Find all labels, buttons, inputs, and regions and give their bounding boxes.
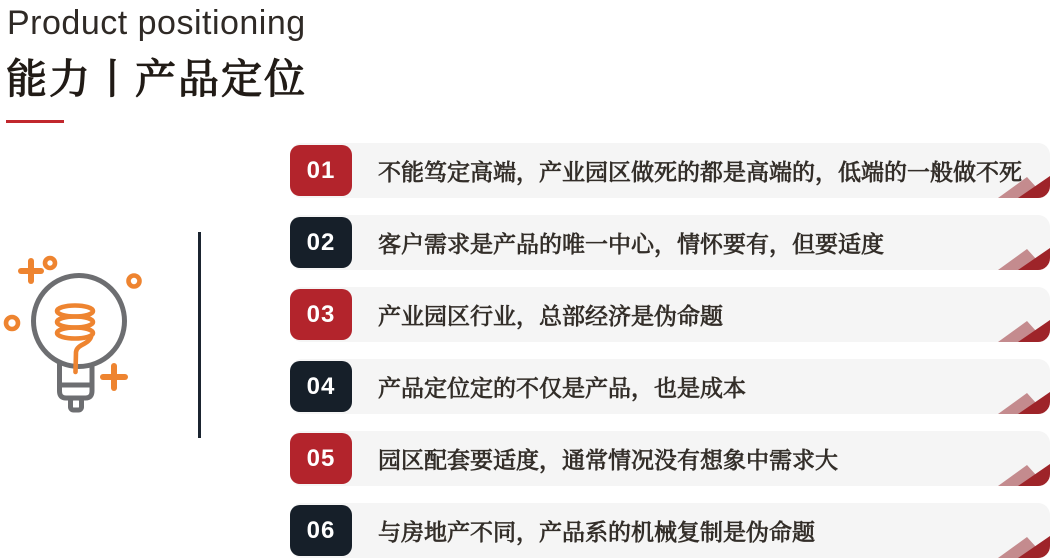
key-points-list — [290, 143, 1050, 558]
title-underline-rule — [6, 120, 64, 123]
item-number-badge — [290, 361, 352, 412]
dot-circle-icon — [6, 317, 18, 329]
list-item-text: 与房地产不同，产品系的机械复制是伪命题 — [378, 519, 815, 545]
list-item-text: 产业园区行业，总部经济是伪命题 — [378, 303, 723, 329]
item-number: 06 — [306, 516, 336, 544]
plus-icon — [21, 261, 41, 281]
list-item-bar — [290, 503, 1050, 558]
lightbulb-icon — [0, 252, 152, 422]
item-number: 03 — [306, 300, 336, 328]
list-item-bar — [290, 143, 1050, 198]
page-title-zh: 能力丨产品定位 — [6, 56, 307, 102]
list-item — [290, 359, 1050, 414]
plus-icon — [103, 366, 125, 388]
page-title-en: Product positioning — [7, 4, 306, 42]
mountain-arrow-icon — [998, 172, 1050, 198]
item-number: 01 — [306, 156, 336, 184]
list-item-text: 产品定位定的不仅是产品，也是成本 — [378, 375, 746, 401]
item-number-badge — [290, 217, 352, 268]
mountain-arrow-icon — [998, 244, 1050, 270]
list-item-bar — [290, 287, 1050, 342]
item-number-badge — [290, 505, 352, 556]
mountain-arrow-icon — [998, 460, 1050, 486]
list-item — [290, 503, 1050, 558]
list-item — [290, 143, 1050, 198]
list-item — [290, 431, 1050, 486]
mountain-arrow-icon — [998, 388, 1050, 414]
item-number: 02 — [306, 228, 336, 256]
list-item-bar — [290, 215, 1050, 270]
mountain-arrow-icon — [998, 316, 1050, 342]
mountain-arrow-icon — [998, 532, 1050, 558]
lightbulb-svg — [0, 252, 152, 422]
item-number-badge — [290, 289, 352, 340]
list-item-bar — [290, 359, 1050, 414]
dot-circle-icon — [45, 258, 55, 268]
item-number-badge — [290, 145, 352, 196]
vertical-divider — [198, 232, 201, 438]
list-item-bar — [290, 431, 1050, 486]
list-item-text: 不能笃定高端，产业园区做死的都是高端的，低端的一般做不死 — [378, 159, 1022, 185]
dot-circle-icon — [129, 276, 140, 287]
list-item — [290, 287, 1050, 342]
list-item-text: 园区配套要适度，通常情况没有想象中需求大 — [378, 447, 838, 473]
item-number: 05 — [306, 444, 336, 472]
item-number-badge — [290, 433, 352, 484]
list-item — [290, 215, 1050, 270]
item-number: 04 — [306, 372, 336, 400]
list-item-text: 客户需求是产品的唯一中心，情怀要有，但要适度 — [378, 231, 884, 257]
